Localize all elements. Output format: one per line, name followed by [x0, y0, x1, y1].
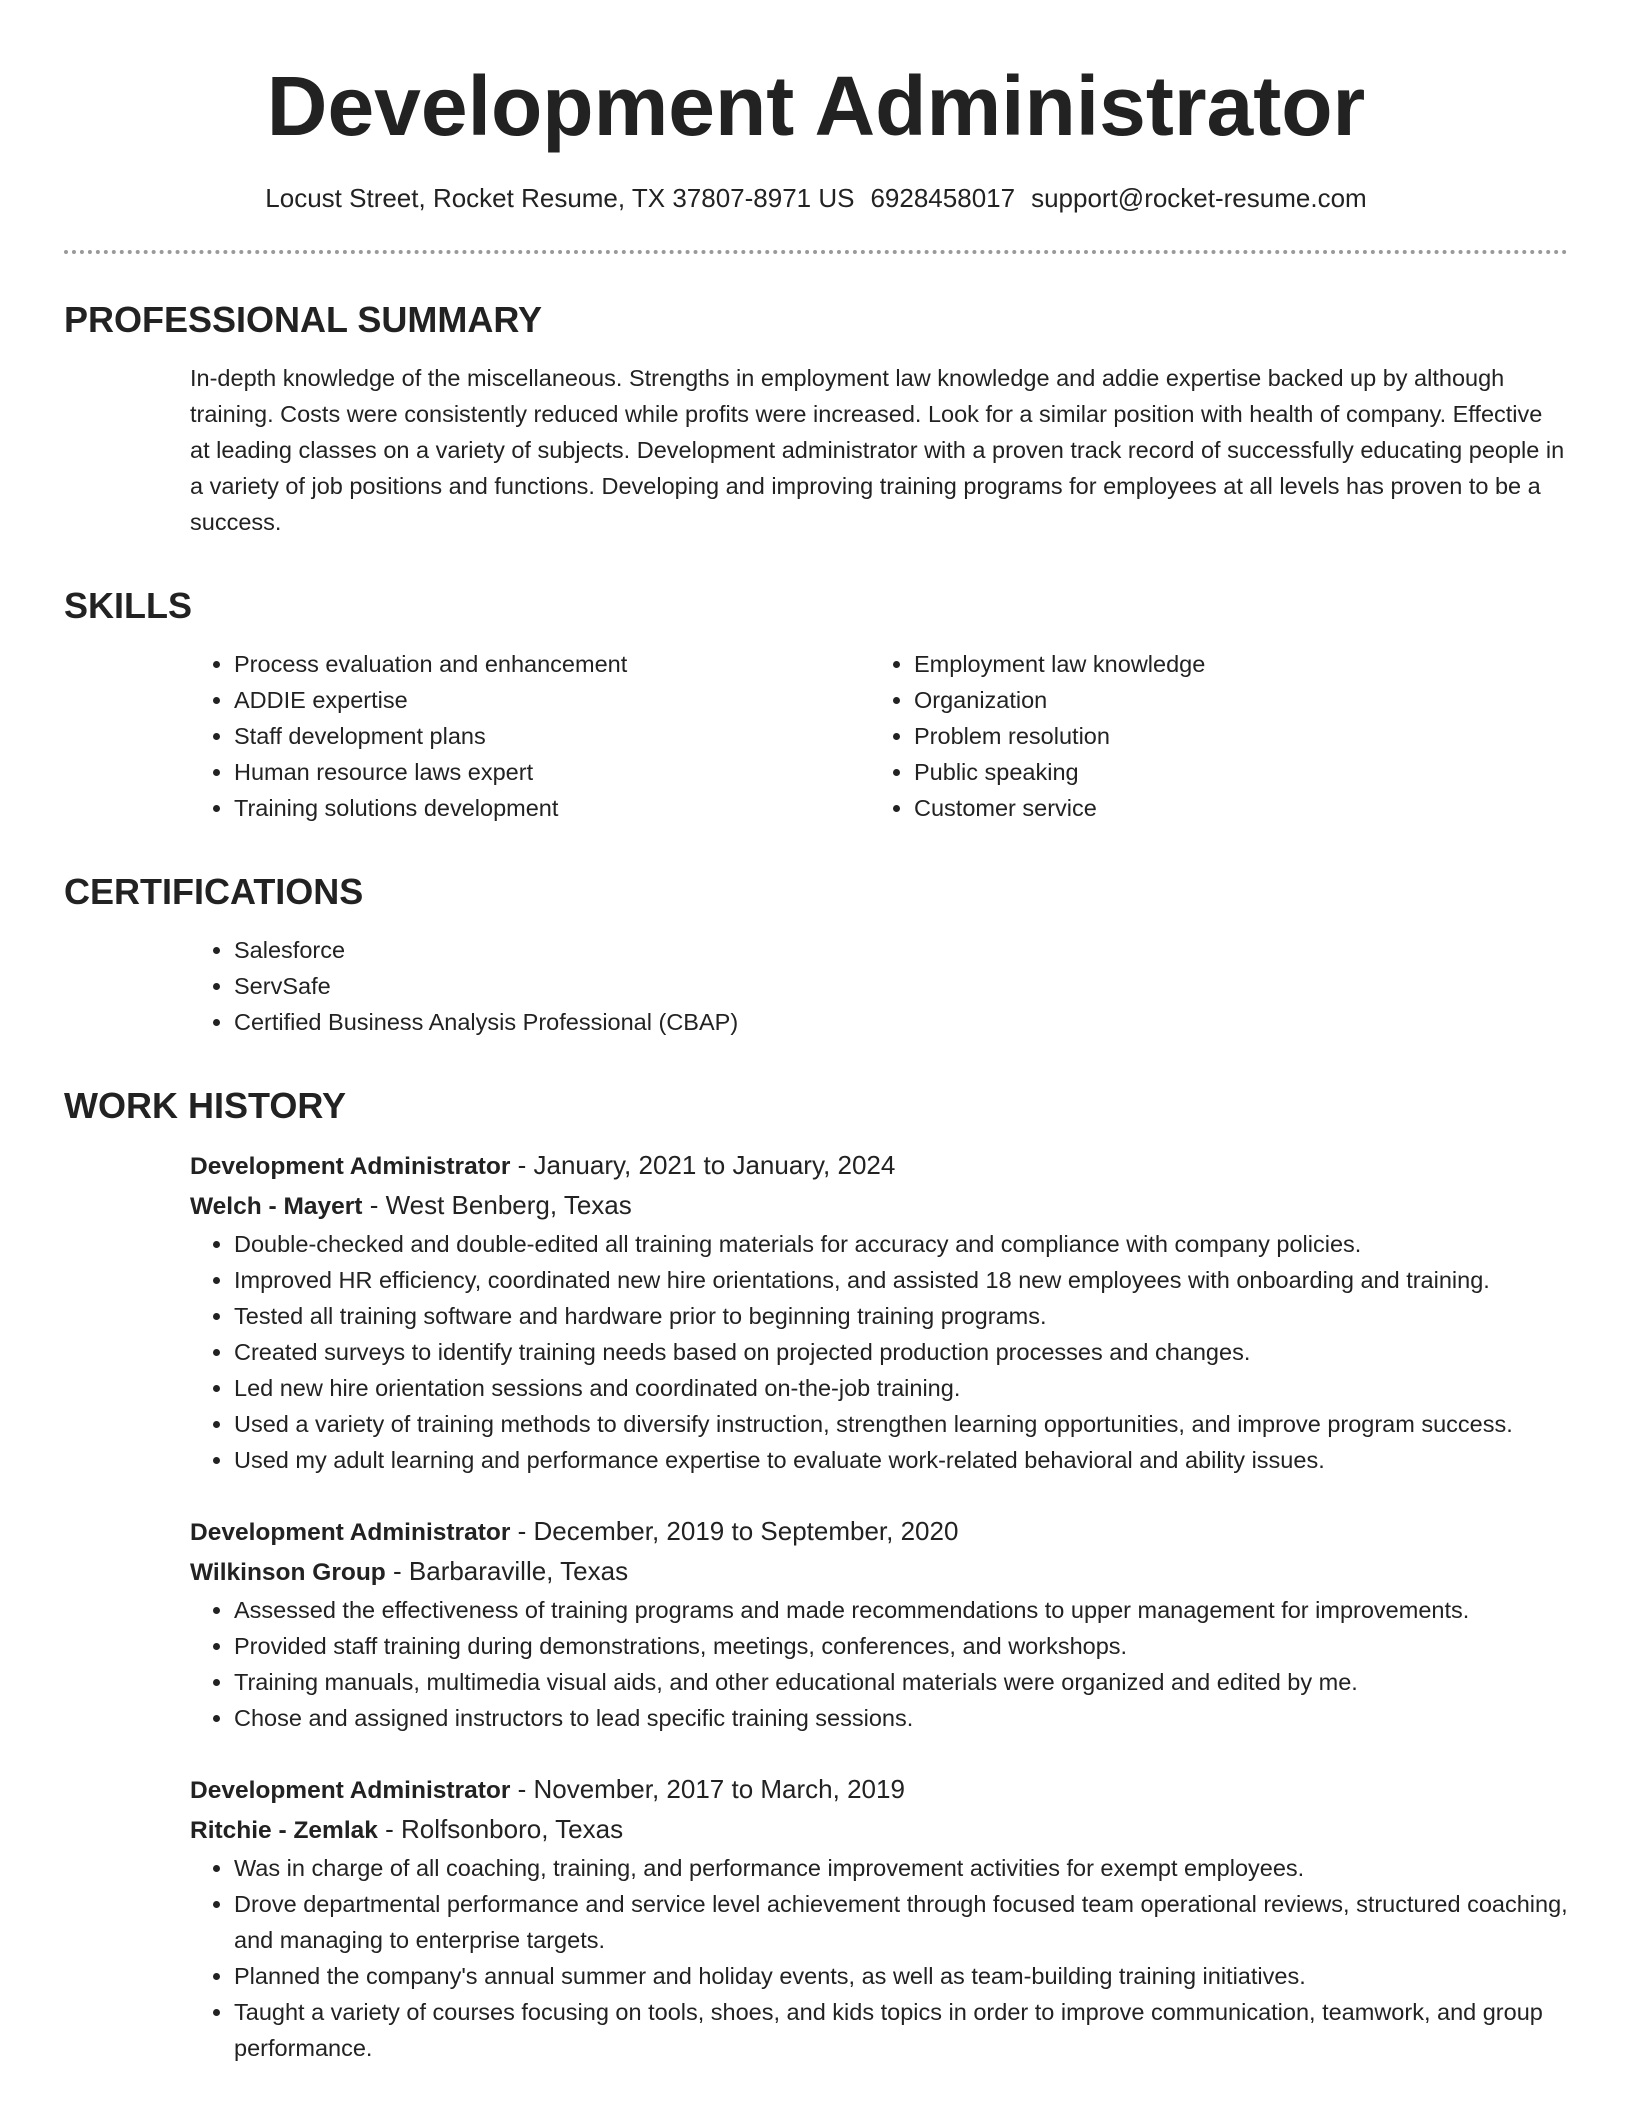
job-company: Welch - Mayert: [190, 1193, 363, 1220]
job-bullet: • Training manuals, multimedia visual aids, and other educational materials were organized and edited by me.: [234, 1664, 1568, 1700]
job-bullet-list: [190, 1850, 1568, 2066]
certifications-block: [190, 932, 1568, 1040]
job-entry: [190, 1146, 1568, 1478]
job-bullet: • Provided staff training during demonstrations, meetings, conferences, and workshops.: [234, 1628, 1568, 1664]
job-dates: - December, 2019 to September, 2020: [510, 1516, 959, 1546]
job-location: - Barbaraville, Texas: [385, 1556, 629, 1586]
summary-title: PROFESSIONAL SUMMARY: [64, 299, 543, 340]
job-dates: - January, 2021 to January, 2024: [510, 1150, 896, 1180]
skill-item: • Problem resolution: [914, 718, 1550, 754]
certifications-title: CERTIFICATIONS: [64, 871, 364, 912]
job-company: Ritchie - Zemlak: [190, 1817, 378, 1844]
certification-item: • Salesforce: [234, 932, 1568, 968]
job-bullet: • Drove departmental performance and service level achievement through focused team operational reviews, structured coaching, and managing to enterprise targets.: [234, 1886, 1568, 1958]
job-company-line: [190, 1810, 1568, 1850]
skills-title: SKILLS: [64, 585, 193, 626]
job-bullet: • Led new hire orientation sessions and coordinated on-the-job training.: [234, 1370, 1568, 1406]
certification-item: • Certified Business Analysis Professional (CBAP): [234, 1004, 1568, 1040]
skills-column-left: [190, 646, 870, 826]
job-dates: - November, 2017 to March, 2019: [510, 1774, 905, 1804]
certifications-section: [64, 870, 1568, 1040]
job-role: Development Administrator: [190, 1519, 511, 1546]
contact-email[interactable]: support@rocket-resume.com: [1031, 183, 1367, 213]
job-bullet: • Double-checked and double-edited all training materials for accuracy and compliance with company policies.: [234, 1226, 1568, 1262]
job-bullet: • Used a variety of training methods to diversify instruction, strengthen learning opportunities, and improve program success.: [234, 1406, 1568, 1442]
header-divider: [64, 250, 1568, 254]
job-company-line: [190, 1186, 1568, 1226]
job-bullet: • Taught a variety of courses focusing on tools, shoes, and kids topics in order to improve communication, teamwork, and group performance.: [234, 1994, 1568, 2066]
job-role: Development Administrator: [190, 1153, 511, 1180]
job-entry: [190, 1512, 1568, 1736]
job-role-line: [190, 1512, 1568, 1552]
summary-section: [64, 298, 1568, 540]
contact-line: [64, 180, 1568, 216]
certifications-list: [190, 932, 1568, 1040]
job-bullet-list: [190, 1226, 1568, 1478]
skills-grid: [190, 646, 1568, 826]
contact-address: Locust Street, Rocket Resume, TX 37807-8971 US: [265, 183, 855, 213]
skills-section: [64, 584, 1568, 826]
job-role: Development Administrator: [190, 1777, 511, 1804]
skill-item: • Staff development plans: [234, 718, 870, 754]
skills-column-right: [870, 646, 1550, 826]
skill-item: • Public speaking: [914, 754, 1550, 790]
skills-list-left: [190, 646, 870, 826]
work-history-section: [64, 1084, 1568, 2066]
skill-item: • Human resource laws expert: [234, 754, 870, 790]
job-location: - Rolfsonboro, Texas: [377, 1814, 624, 1844]
job-bullet: • Created surveys to identify training needs based on projected production processes and changes.: [234, 1334, 1568, 1370]
job-bullet: • Assessed the effectiveness of training programs and made recommendations to upper management for improvements.: [234, 1592, 1568, 1628]
job-bullet: • Was in charge of all coaching, training, and performance improvement activities for exempt employees.: [234, 1850, 1568, 1886]
skill-item: • Process evaluation and enhancement: [234, 646, 870, 682]
skills-list-right: [870, 646, 1550, 826]
job-company: Wilkinson Group: [190, 1559, 386, 1586]
job-role-line: [190, 1146, 1568, 1186]
job-bullet-list: [190, 1592, 1568, 1736]
skill-item: • Customer service: [914, 790, 1550, 826]
job-bullet: • Planned the company's annual summer and holiday events, as well as team-building training initiatives.: [234, 1958, 1568, 1994]
job-location: - West Benberg, Texas: [362, 1190, 632, 1220]
skill-item: • Training solutions development: [234, 790, 870, 826]
summary-text: In-depth knowledge of the miscellaneous. Strengths in employment law knowledge and addie expertise backed up by although training. Costs were consistently reduced while profits were increased. Look for a similar position with health of company. Effective at leading classes on a variety of subjects. Development administrator with a proven track record of successfully educating people in a variety of job positions and functions. Developing and improving training programs for employees at all levels has proven to be a success.: [190, 365, 1565, 535]
job-bullet: • Used my adult learning and performance expertise to evaluate work-related behavioral and ability issues.: [234, 1442, 1568, 1478]
job-bullet: • Tested all training software and hardware prior to beginning training programs.: [234, 1298, 1568, 1334]
skill-item: • Employment law knowledge: [914, 646, 1550, 682]
job-company-line: [190, 1552, 1568, 1592]
job-entry: [190, 1770, 1568, 2066]
job-bullet: • Chose and assigned instructors to lead specific training sessions.: [234, 1700, 1568, 1736]
certification-item: • ServSafe: [234, 968, 1568, 1004]
job-bullet: • Improved HR efficiency, coordinated new hire orientations, and assisted 18 new employees with onboarding and training.: [234, 1262, 1568, 1298]
work-history-title: WORK HISTORY: [64, 1085, 347, 1126]
resume-name: Development Administrator: [266, 59, 1366, 153]
job-role-line: [190, 1770, 1568, 1810]
skill-item: • ADDIE expertise: [234, 682, 870, 718]
contact-phone: 6928458017: [870, 183, 1016, 213]
skill-item: • Organization: [914, 682, 1550, 718]
